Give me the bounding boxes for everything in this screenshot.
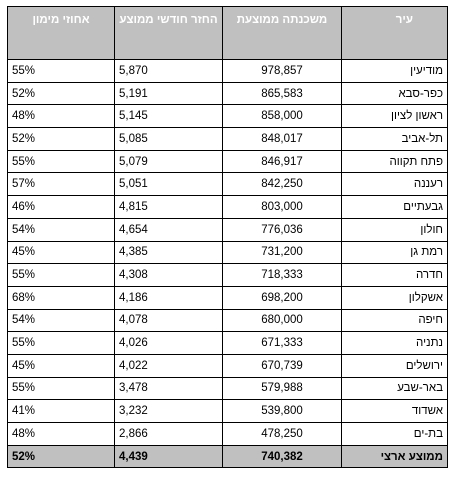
cell-rent: 5,079 [115, 150, 223, 173]
cell-mortgage: 671,333 [223, 332, 342, 355]
cell-yield: 45% [8, 241, 115, 264]
header-mortgage: משכנתה ממוצעת [223, 7, 342, 60]
cell-mortgage: 848,017 [223, 128, 342, 151]
table-row [8, 173, 448, 196]
table-row [8, 150, 448, 173]
cell-yield: 54% [8, 309, 115, 332]
cell-city: כפר-סבא [342, 82, 448, 105]
cell-mortgage: 670,739 [223, 354, 342, 377]
cell-city: בת-ים [342, 423, 448, 446]
cell-rent: 4,186 [115, 286, 223, 309]
mortgage-table [7, 6, 448, 468]
cell-rent: 5,191 [115, 82, 223, 105]
average-row [8, 445, 448, 468]
cell-city: ראשון לציון [342, 105, 448, 128]
table-row [8, 332, 448, 355]
cell-city: גבעתיים [342, 196, 448, 219]
cell-mortgage: 680,000 [223, 309, 342, 332]
cell-mortgage: 776,036 [223, 218, 342, 241]
cell-yield: 52% [8, 82, 115, 105]
cell-yield: 57% [8, 173, 115, 196]
cell-yield: 54% [8, 218, 115, 241]
cell-mortgage: 978,857 [223, 60, 342, 83]
cell-city: רמת גן [342, 241, 448, 264]
table-row [8, 218, 448, 241]
table-row [8, 354, 448, 377]
cell-rent: 4,385 [115, 241, 223, 264]
cell-yield: 55% [8, 264, 115, 287]
cell-mortgage: 842,250 [223, 173, 342, 196]
cell-yield: 48% [8, 423, 115, 446]
cell-rent: 5,051 [115, 173, 223, 196]
table-row [8, 400, 448, 423]
cell-rent: 4,308 [115, 264, 223, 287]
cell-rent: 5,145 [115, 105, 223, 128]
cell-mortgage: 803,000 [223, 196, 342, 219]
table-header [8, 7, 448, 60]
cell-rent: 3,478 [115, 377, 223, 400]
cell-yield: 55% [8, 332, 115, 355]
table-row [8, 264, 448, 287]
cell-city: רעננה [342, 173, 448, 196]
table-row [8, 60, 448, 83]
table-row [8, 286, 448, 309]
cell-mortgage: 539,800 [223, 400, 342, 423]
average-rent: 4,439 [115, 445, 223, 468]
table-row [8, 309, 448, 332]
table-row [8, 241, 448, 264]
cell-yield: 55% [8, 377, 115, 400]
cell-rent: 3,232 [115, 400, 223, 423]
cell-rent: 4,815 [115, 196, 223, 219]
cell-city: אשקלון [342, 286, 448, 309]
cell-mortgage: 718,333 [223, 264, 342, 287]
cell-yield: 55% [8, 60, 115, 83]
cell-mortgage: 858,000 [223, 105, 342, 128]
average-mortgage: 740,382 [223, 445, 342, 468]
cell-city: באר-שבע [342, 377, 448, 400]
cell-city: חיפה [342, 309, 448, 332]
table-row [8, 196, 448, 219]
cell-rent: 4,654 [115, 218, 223, 241]
cell-yield: 46% [8, 196, 115, 219]
cell-city: אשדוד [342, 400, 448, 423]
table-row [8, 82, 448, 105]
cell-yield: 68% [8, 286, 115, 309]
cell-city: חדרה [342, 264, 448, 287]
cell-city: פתח תקווה [342, 150, 448, 173]
header-row [8, 7, 448, 60]
header-rent: החזר חודשי ממוצע [115, 7, 223, 60]
table-row [8, 377, 448, 400]
cell-rent: 4,078 [115, 309, 223, 332]
cell-yield: 52% [8, 128, 115, 151]
table-row [8, 128, 448, 151]
cell-city: ירושלים [342, 354, 448, 377]
cell-yield: 41% [8, 400, 115, 423]
cell-rent: 4,022 [115, 354, 223, 377]
cell-mortgage: 478,250 [223, 423, 342, 446]
cell-city: תל-אביב [342, 128, 448, 151]
average-yield: 52% [8, 445, 115, 468]
cell-yield: 48% [8, 105, 115, 128]
cell-rent: 2,866 [115, 423, 223, 446]
cell-rent: 4,026 [115, 332, 223, 355]
table-row [8, 105, 448, 128]
table-body [8, 60, 448, 468]
header-yield: אחוזי מימון [8, 7, 115, 60]
cell-rent: 5,085 [115, 128, 223, 151]
cell-mortgage: 846,917 [223, 150, 342, 173]
cell-yield: 55% [8, 150, 115, 173]
cell-yield: 45% [8, 354, 115, 377]
cell-mortgage: 579,988 [223, 377, 342, 400]
cell-city: נתניה [342, 332, 448, 355]
cell-mortgage: 731,200 [223, 241, 342, 264]
cell-mortgage: 698,200 [223, 286, 342, 309]
cell-mortgage: 865,583 [223, 82, 342, 105]
table-row [8, 423, 448, 446]
cell-city: חולון [342, 218, 448, 241]
cell-city: מודיעין [342, 60, 448, 83]
average-city: ממוצע ארצי [342, 445, 448, 468]
header-city: עיר [342, 7, 448, 60]
cell-rent: 5,870 [115, 60, 223, 83]
